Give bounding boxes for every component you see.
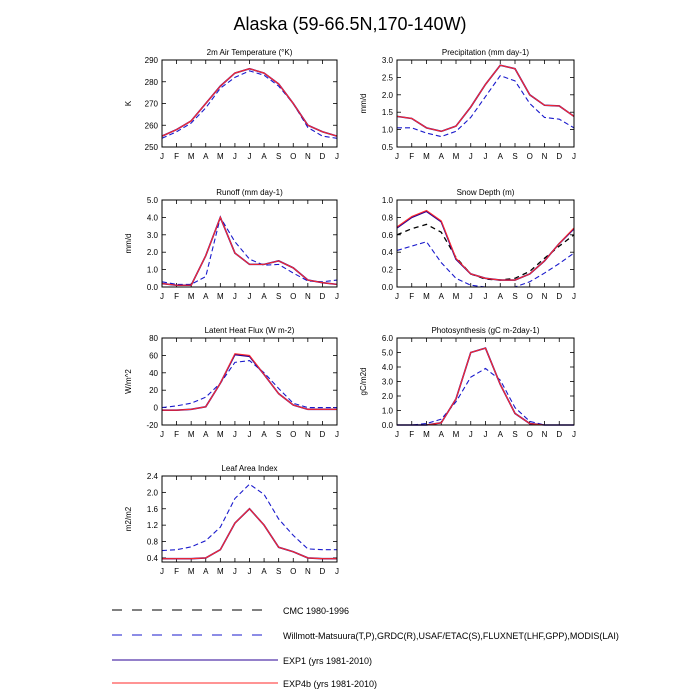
legend [112,606,619,689]
ytick-label-gpp: 1.0 [381,406,393,416]
ylabel-temp: K [124,100,133,107]
ytick-label-lhf: 40 [149,368,158,378]
ytick-label-temp: 280 [144,77,158,87]
ytick-label-gpp: 3.0 [381,377,393,387]
xtick-label-snow: M [423,292,430,301]
ytick-label-precip: 1.5 [381,108,393,118]
ytick-label-snow: 0.2 [381,265,393,275]
ylabel-lhf: W/m^2 [124,369,133,394]
xtick-label-gpp: J [395,430,399,439]
xtick-label-lai: S [275,567,282,576]
ytick-label-lhf: 0 [153,403,158,413]
xtick-label-temp: J [247,152,252,161]
xtick-label-runoff: M [187,292,195,301]
xtick-label-runoff: O [290,292,297,301]
ytick-label-precip: 2.0 [381,90,393,100]
xtick-label-temp: J [160,152,164,161]
xtick-label-precip: J [395,152,399,161]
panel-temp [124,48,339,161]
xtick-label-runoff: J [160,292,164,301]
ytick-label-temp: 260 [144,121,158,131]
xtick-label-lhf: N [304,430,311,439]
xtick-label-gpp: M [452,430,460,439]
plot-frame-precip [397,60,574,147]
panel-title-runoff: Runoff (mm day-1) [216,188,283,197]
xtick-label-runoff: S [275,292,282,301]
xtick-label-precip: N [541,152,548,161]
series-exp1-runoff [162,217,337,285]
xtick-label-lhf: M [216,430,224,439]
legend-label-obs: Willmott-Matsuura(T,P),GRDC(R),USAF/ETAC(S),FLUXNET(LHF,GPP),MODIS(LAI) [283,631,619,641]
xtick-label-gpp: J [468,430,473,439]
ytick-label-precip: 3.0 [381,56,393,65]
xtick-label-temp: M [216,152,224,161]
xtick-label-lai: J [160,567,164,576]
legend-label-exp1: EXP1 (yrs 1981-2010) [283,656,373,666]
ytick-label-lai: 1.6 [146,504,158,514]
xtick-label-precip: F [409,152,415,161]
xtick-label-snow: O [526,292,533,301]
ytick-label-snow: 0.4 [381,248,393,258]
ytick-label-temp: 270 [144,99,158,109]
xtick-label-precip: M [423,152,430,161]
series-exp4b-runoff [162,217,337,285]
series-exp4b-gpp [397,348,574,425]
ytick-label-runoff: 1.0 [146,265,158,275]
xtick-label-lai: J [247,567,252,576]
ytick-label-lai: 0.8 [146,537,158,547]
ytick-label-lhf: 20 [149,386,158,396]
ytick-label-runoff: 2.0 [146,248,158,258]
panel-title-temp: 2m Air Temperature (°K) [206,48,293,57]
ytick-label-runoff: 5.0 [146,196,158,205]
xtick-label-lhf: S [275,430,282,439]
xtick-label-precip: J [572,152,576,161]
xtick-label-precip: O [526,152,533,161]
xtick-label-snow: D [556,292,563,301]
plot-frame-gpp [397,338,574,425]
xtick-label-lhf: A [261,430,267,439]
xtick-label-precip: J [483,152,488,161]
xtick-label-lhf: J [335,430,339,439]
ylabel-lai: m2/m2 [124,506,133,532]
xtick-label-temp: N [304,152,311,161]
xtick-label-snow: J [395,292,399,301]
xtick-label-runoff: J [335,292,339,301]
xtick-label-precip: A [438,152,444,161]
xtick-label-gpp: J [483,430,488,439]
plot-frame-lhf [162,338,337,425]
panel-snow [382,188,576,301]
ytick-label-precip: 1.0 [381,125,393,135]
ytick-label-lai: 2.0 [146,488,158,498]
xtick-label-precip: D [556,152,563,161]
series-exp1-snow [397,211,574,280]
panel-title-precip: Precipitation (mm day-1) [441,48,530,57]
series-exp4b-precip [397,65,574,131]
series-exp1-gpp [397,348,574,425]
ytick-label-lai: 1.2 [146,521,158,531]
ytick-label-runoff: 4.0 [146,213,158,223]
series-exp4b-lai [162,509,337,559]
series-obs-gpp [397,368,574,425]
xtick-label-temp: M [187,152,195,161]
ytick-label-gpp: 2.0 [381,392,393,401]
xtick-label-lhf: J [160,430,164,439]
xtick-label-lhf: J [232,430,237,439]
panel-runoff [124,188,339,301]
ytick-label-snow: 1.0 [381,196,393,205]
xtick-label-lhf: O [290,430,297,439]
panel-title-lhf: Latent Heat Flux (W m-2) [204,326,295,335]
ylabel-runoff: mm/d [124,233,133,254]
plot-frame-temp [162,60,337,147]
xtick-label-lai: A [203,567,209,576]
xtick-label-lai: J [232,567,237,576]
xtick-label-runoff: J [247,292,252,301]
xtick-label-lai: O [290,567,297,576]
ytick-label-lhf: 60 [149,351,158,361]
xtick-label-runoff: N [304,292,311,301]
legend-label-cmc: CMC 1980-1996 [283,606,350,616]
xtick-label-snow: N [541,292,548,301]
legend-label-exp4b: EXP4b (yrs 1981-2010) [283,679,378,689]
ytick-label-runoff: 0.0 [146,283,158,292]
xtick-label-snow: A [438,292,444,301]
xtick-label-runoff: J [232,292,237,301]
xtick-label-temp: J [232,152,237,161]
xtick-label-snow: A [497,292,503,301]
panel-title-gpp: Photosynthesis (gC m-2day-1) [431,326,540,335]
xtick-label-precip: M [452,152,460,161]
xtick-label-temp: A [203,152,209,161]
xtick-label-gpp: O [526,430,533,439]
xtick-label-precip: J [468,152,473,161]
xtick-label-snow: F [409,292,415,301]
panel-title-lai: Leaf Area Index [221,464,278,473]
xtick-label-lai: A [261,567,267,576]
xtick-label-snow: J [468,292,473,301]
series-exp4b-snow [397,210,574,280]
xtick-label-gpp: A [438,430,444,439]
xtick-label-runoff: D [319,292,326,301]
panel-gpp [359,326,576,439]
series-obs-runoff [162,217,337,284]
ytick-label-runoff: 3.0 [146,230,158,240]
ytick-label-lhf: 80 [149,334,158,343]
xtick-label-lhf: J [247,430,252,439]
series-obs-temp [162,71,337,138]
series-exp1-precip [397,65,574,131]
panel-lai [124,464,339,576]
ytick-label-temp: 290 [144,56,158,65]
xtick-label-precip: A [497,152,503,161]
ytick-label-precip: 2.5 [381,73,393,83]
ytick-label-lhf: -20 [146,421,158,430]
series-exp1-lai [162,509,337,559]
xtick-label-gpp: A [497,430,503,439]
xtick-label-lhf: M [187,430,195,439]
series-obs-lhf [162,361,337,408]
series-obs-lai [162,484,337,550]
panel-lhf [124,326,339,439]
ylabel-gpp: gC/m2d [359,367,368,396]
xtick-label-runoff: A [261,292,267,301]
ytick-label-snow: 0.0 [381,283,393,292]
panel-precip [359,48,576,161]
plot-frame-runoff [162,200,337,287]
xtick-label-gpp: M [423,430,430,439]
xtick-label-precip: S [512,152,518,161]
ytick-label-gpp: 0.0 [381,421,393,430]
xtick-label-gpp: J [572,430,576,439]
xtick-label-lai: M [216,567,224,576]
series-exp1-lhf [162,355,337,411]
ytick-label-lai: 0.4 [146,553,158,563]
panel-title-snow: Snow Depth (m) [456,188,515,197]
xtick-label-gpp: N [541,430,548,439]
series-cmc-snow [397,224,574,280]
xtick-label-lhf: D [319,430,326,439]
xtick-label-runoff: A [203,292,209,301]
xtick-label-lai: M [187,567,195,576]
xtick-label-snow: S [512,292,518,301]
ytick-label-snow: 0.8 [381,213,393,223]
xtick-label-runoff: F [174,292,180,301]
xtick-label-gpp: D [556,430,563,439]
xtick-label-gpp: S [512,430,518,439]
xtick-label-gpp: F [409,430,415,439]
ytick-label-gpp: 6.0 [381,334,393,343]
xtick-label-runoff: M [216,292,224,301]
ylabel-precip: mm/d [359,93,368,114]
ytick-label-temp: 250 [144,143,158,152]
series-obs-snow [397,242,574,287]
xtick-label-temp: A [261,152,267,161]
ytick-label-snow: 0.6 [381,230,393,240]
ytick-label-gpp: 5.0 [381,348,393,358]
xtick-label-temp: O [290,152,297,161]
xtick-label-lhf: F [174,430,180,439]
figure-title: Alaska (59-66.5N,170-140W) [233,14,467,34]
xtick-label-temp: J [335,152,339,161]
ytick-label-lai: 2.4 [146,472,158,481]
xtick-label-lai: F [174,567,180,576]
ytick-label-gpp: 4.0 [381,363,393,372]
ytick-label-precip: 0.5 [381,143,393,152]
xtick-label-snow: J [483,292,488,301]
xtick-label-snow: J [572,292,576,301]
series-exp4b-lhf [162,354,337,411]
xtick-label-lai: D [319,567,326,576]
xtick-label-lai: J [335,567,339,576]
xtick-label-temp: F [174,152,180,161]
xtick-label-temp: D [319,152,326,161]
xtick-label-lai: N [304,567,311,576]
xtick-label-temp: S [275,152,282,161]
xtick-label-snow: M [452,292,460,301]
chart-panels [124,48,576,576]
xtick-label-lhf: A [203,430,209,439]
series-exp4b-temp [162,69,337,136]
